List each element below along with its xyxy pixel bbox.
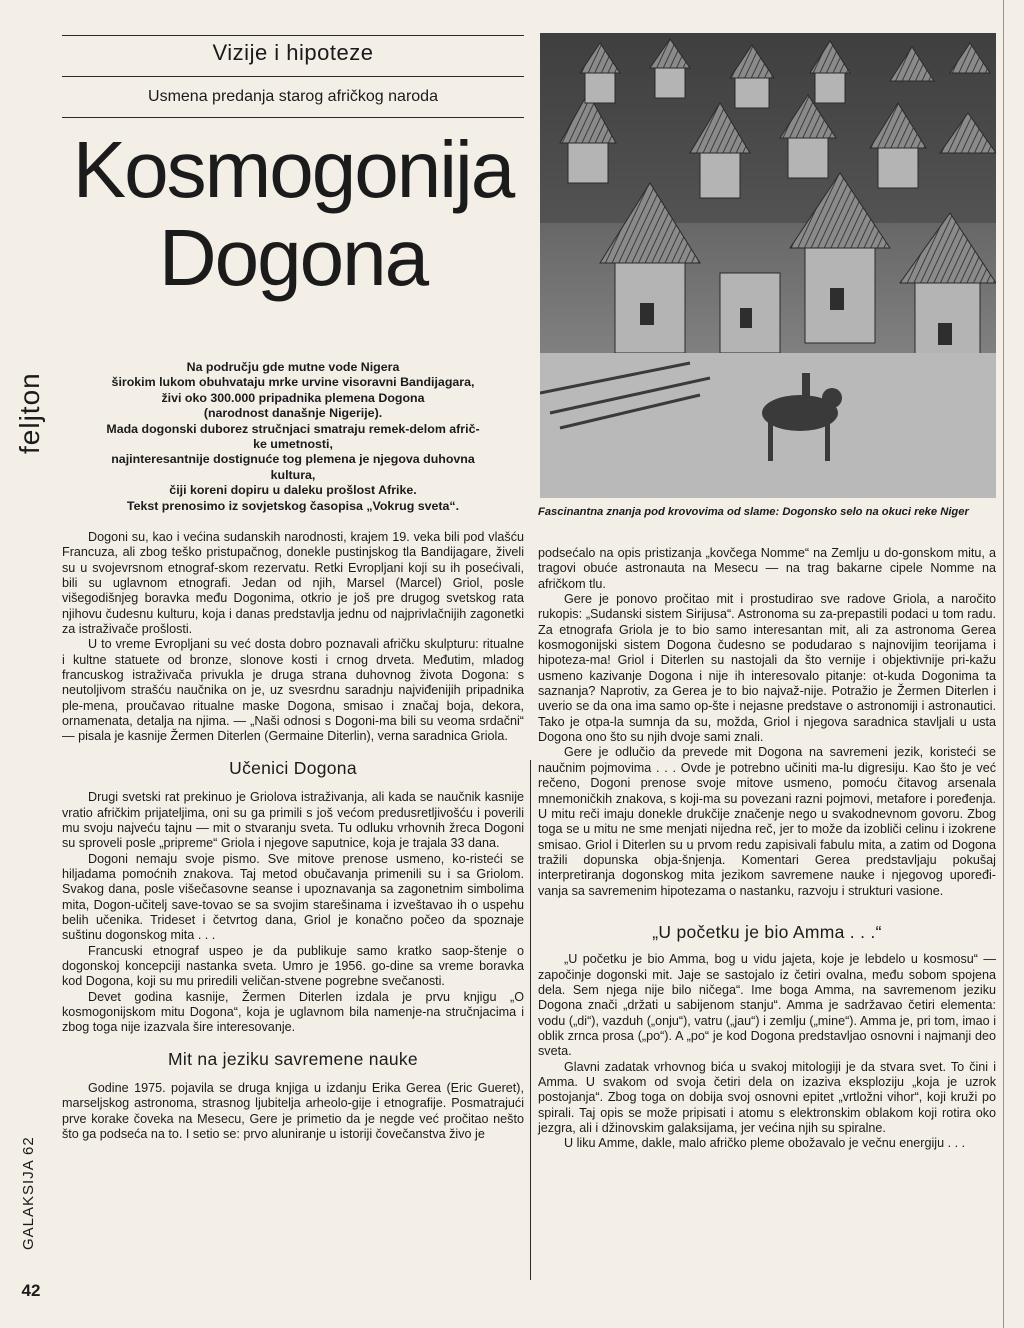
magazine-name: GALAKSIJA 62 [20,1136,37,1250]
lead-line: Na području gde mutne vode Nigera [186,360,400,374]
lead-line: najinteresantnije dostignuće tog plemena je njegova duhovna [111,452,475,467]
paragraph: Godine 1975. pojavila se druga knjiga u izdanju Erika Gerea (Eric Gueret), marseljskog astronoma, strasnog ljubitelja arheolo-gije i etnografije. Posmatrajući prve korake čoveka na Mesecu, Gere je primetio da je negde već pročitao nešto što ga podseća na to. I setio se: prvo aluniranje u istoriji čovečanstva živo je [62,1081,524,1142]
lead-line: ke umetnosti, [253,437,333,452]
paragraph: Glavni zadatak vrhovnog bića u svakoj mitologiji je da stvara svet. To čini i Amma. U svakom od svoja četiri dela on izaziva eksploziju „koja je uzrok postojanja“. Zbog toga on dobija svoj osnovni epitet „vrtložni vihor“, koji kruži po spirali. Taj opis se može pripisati i atomu s elektronskim oblakom koji rotira oko jezgra, ali i džinovskim galaksijama, jer većina njih su spiralne. [538,1059,996,1136]
lead-line: Tekst prenosimo iz sovjetskog časopisa „Vokrug sveta“. [126,498,460,513]
paragraph: Devet godina kasnije, Žermen Diterlen izdala je prvu knjigu „O kosmogonijskom mitu Dogona“, koja je uglavnom bila namenje-na stručnjacima i zbog toga nije izazvala šire interesovanje. [62,989,524,1035]
paragraph: Dogoni nemaju svoje pismo. Sve mitove prenose usmeno, ko-risteći se hiljadama pomoćnih znakova. Taj metod obučavanja primenili su i sa Griolom. Svakog dana, posle višečasovne seanse i upoznavanja sa zagonetnim simbolima mita, Dogon-učitelj save-tovao se sa svojim starešinama i izveštavao ih o uspehu belih učenika. Trideset i četvrtog dana, Griol je konačno počeo da spoznaje suštinu dogonskog mita . . . [62,851,524,943]
subheading: Učenici Dogona [229,757,357,778]
lead-paragraph [62,360,524,514]
lead-line: širokim lukom obuhvataju mrke urvine visoravni Bandijagara, [111,375,475,390]
paragraph: podsećalo na opis pristizanja „kovčega Nomme“ na Zemlju u do-gonskom mitu, a tragovi obuće astronauta na Mesecu — na trag bakarne cipele Nomme na afričkom tlu. [538,546,996,591]
paragraph: Gere je odlučio da prevede mit Dogona na savremeni jezik, koristeći se naučnim pojmovima . . . Ovde je potrebno učiniti ma-lu digresiju. Kao što je već rečeno, Dogoni prenose svoje mitove usmeno, pomoću čitavog arsenala mnemoničkih znakova, s koji-ma su povezani razni pojmovi, metafore i poređenja. U mitu reči imaju donekle drukčije značenje nego u svakodnevnom govoru. Zbog toga se u mitu ne sme menjati nijedna reč, jer to može da izobliči celinu i izokrene smisao. Griol i Diterlen su u prvom redu zapisivali fabulu mita, a zatim od Dogona tražili dopunska obja-šnjenja. Komentari Gerea predstavljaju pokušaj interpretiranja dogonskog mita jezikom savremene nauke i njegovog upoređi-vanja sa savremenim hipotezama o nastanku, razvoju i strukturi vasione. [538,745,996,898]
paragraph: Gere je ponovo pročitao mit i prostudirao sve radove Griola, a naročito rukopis: „Sudanski sistem Sirijusa“. Astronoma su za-prepastili podaci u tom radu. Za etnografa Griola je to bio samo interesantan mit, ali za astronoma Gerea kosmogonijski sistem Dogona čudesno se podudarao s najnovijim teorijama i hipoteza-ma! Griol i Diterlen su nastojali da što vernije i objektivnije pri-kažu usmeno kazivanje Dogona i nije ih interesovalo pitanje: ot-kuda Dogonima ta saznanja? Naprotiv, za Gerea je to bio najvaž-nije. Potražio je Žermen Diterlen i uverio se da ona ima samo op-šte i nejasne predstave o astronomiji i astronautici. Tako je otpa-la sumnja da su, možda, Griol i njegova saradnica stavljali u usta Dogona ono što su njih dvoje sami znali. [538,592,996,745]
column-divider [530,760,531,1280]
header-rule-top [62,35,524,36]
paragraph: U to vreme Evropljani su već dosta dobro poznavali afričku skulpturu: ritualne i kultne statuete od bronze, slonove kosti i crnog drveta. Međutim, mladog francuskog istraživača privukla je druga strana duhovnog života Dogona: s neutoljivom strašću naučnika on je, uz svesrdnu saradnju najviđenijih pripadnika ple-mena, proučavao ritualne maske Dogona, smisao i značaj boja, dekora, ornamenata, detalja na njima. — „Naši odnosi s Dogoni-ma bili su veoma srdačni“ — pisala je kasnije Žermen Diterlen (Germaine Diterlin), verna saradnica Griola. [62,637,524,744]
left-column [62,530,524,1142]
subheading: Mit na jeziku savremene nauke [168,1048,418,1069]
lead-line: čiji koreni dopiru u daleku prošlost Afrike. [169,483,417,498]
paragraph: „U početku je bio Amma, bog u vidu jajeta, koje je lebdelo u kosmosu“ — započinje dogonski mit. Jaje se sastojalo iz četiri ovalna, među sobom spojena dela. Sem njega nije bilo ničega“. Ime boga Amma, na savremenom jeziku Dogona znači „držati u sabijenom stanju“. Amma je sadržavao četiri elementa: vodu („di“), vazduh („onju“), vatru („jau“) i zemlju („mine“). Amma je, pri tom, imao i oblik zrnca prosa („po“). A „po“ je kod Dogona predstavljao osnovni i najmanji deo sveta. [538,952,996,1059]
headline-line-1: Kosmogonija [72,125,514,214]
header-rule-mid [62,76,524,77]
lead-line: (narodnost današnje Nigerije). [203,406,383,421]
paragraph: Dogoni su, kao i većina sudanskih narodnosti, krajem 19. veka bili pod vlašću Francuza, ali zbog teško pristupačnog, donekle pustinjskog tla Bandijagare, živeli su u svojevrsnom etnograf-skom rezervatu. Retki Evropljani koji su ih posećivali, bili su uglavnom etnografi. Jedan od njih, Marsel (Marcel) Griol, posle višegodišnjeg boravka među Dogonima, otkrio je još pre drugog svetskog rata njihovu čudesnu kulturu, koja i danas predstavlja jednu od najprivlačnijih zagonetki za istraživače prošlosti. [62,530,524,637]
paragraph: U liku Amme, dakle, malo afričko pleme obožavalo je večnu energiju . . . [564,1136,966,1151]
page-number: 42 [21,1281,41,1300]
subrubric: Usmena predanja starog afričkog naroda [148,88,438,105]
lead-line: kultura, [270,467,316,482]
subheading: „U početku je bio Amma . . .“ [652,921,882,942]
photo-caption: Fascinantna znanja pod krovovima od slame: Dogonsko selo na okuci reke Niger [538,506,969,518]
lead-line: živi oko 300.000 pripadnika plemena Dogona [161,390,425,405]
page-edge [1003,0,1004,1328]
paragraph: Drugi svetski rat prekinuo je Griolova istraživanja, ali kada se naučnik kasnije vratio afričkim prijateljima, oni su ga primili s još većom predusretljivošću i poverili mu svoju najveću tajnu — mit o stvaranju sveta. Tu odluku vrhovnih žreca Dogoni su sproveli posle „pripreme“ Griola i njegove saputnice, koja je trajala 33 dana. [62,790,524,851]
right-column [538,546,996,1152]
headline-line-2: Dogona [158,213,428,302]
rubric: Vizije i hipoteze [212,40,374,65]
header-rule-bottom [62,117,524,118]
lead-line: Mada dogonski duborez stručnjaci smatraju remek-delom afrič- [106,421,480,436]
dogon-village-photo [540,33,996,498]
section-label: feljton [14,372,45,454]
paragraph: Francuski etnograf uspeo je da publikuje samo kratko saop-štenje o dogonskoj koncepciji nastanka sveta. Umro je 1956. go-dine sa vreme boravka kod Dogona, koji su mu priredili veličan-stvene pogrebne svečanosti. [62,943,524,989]
